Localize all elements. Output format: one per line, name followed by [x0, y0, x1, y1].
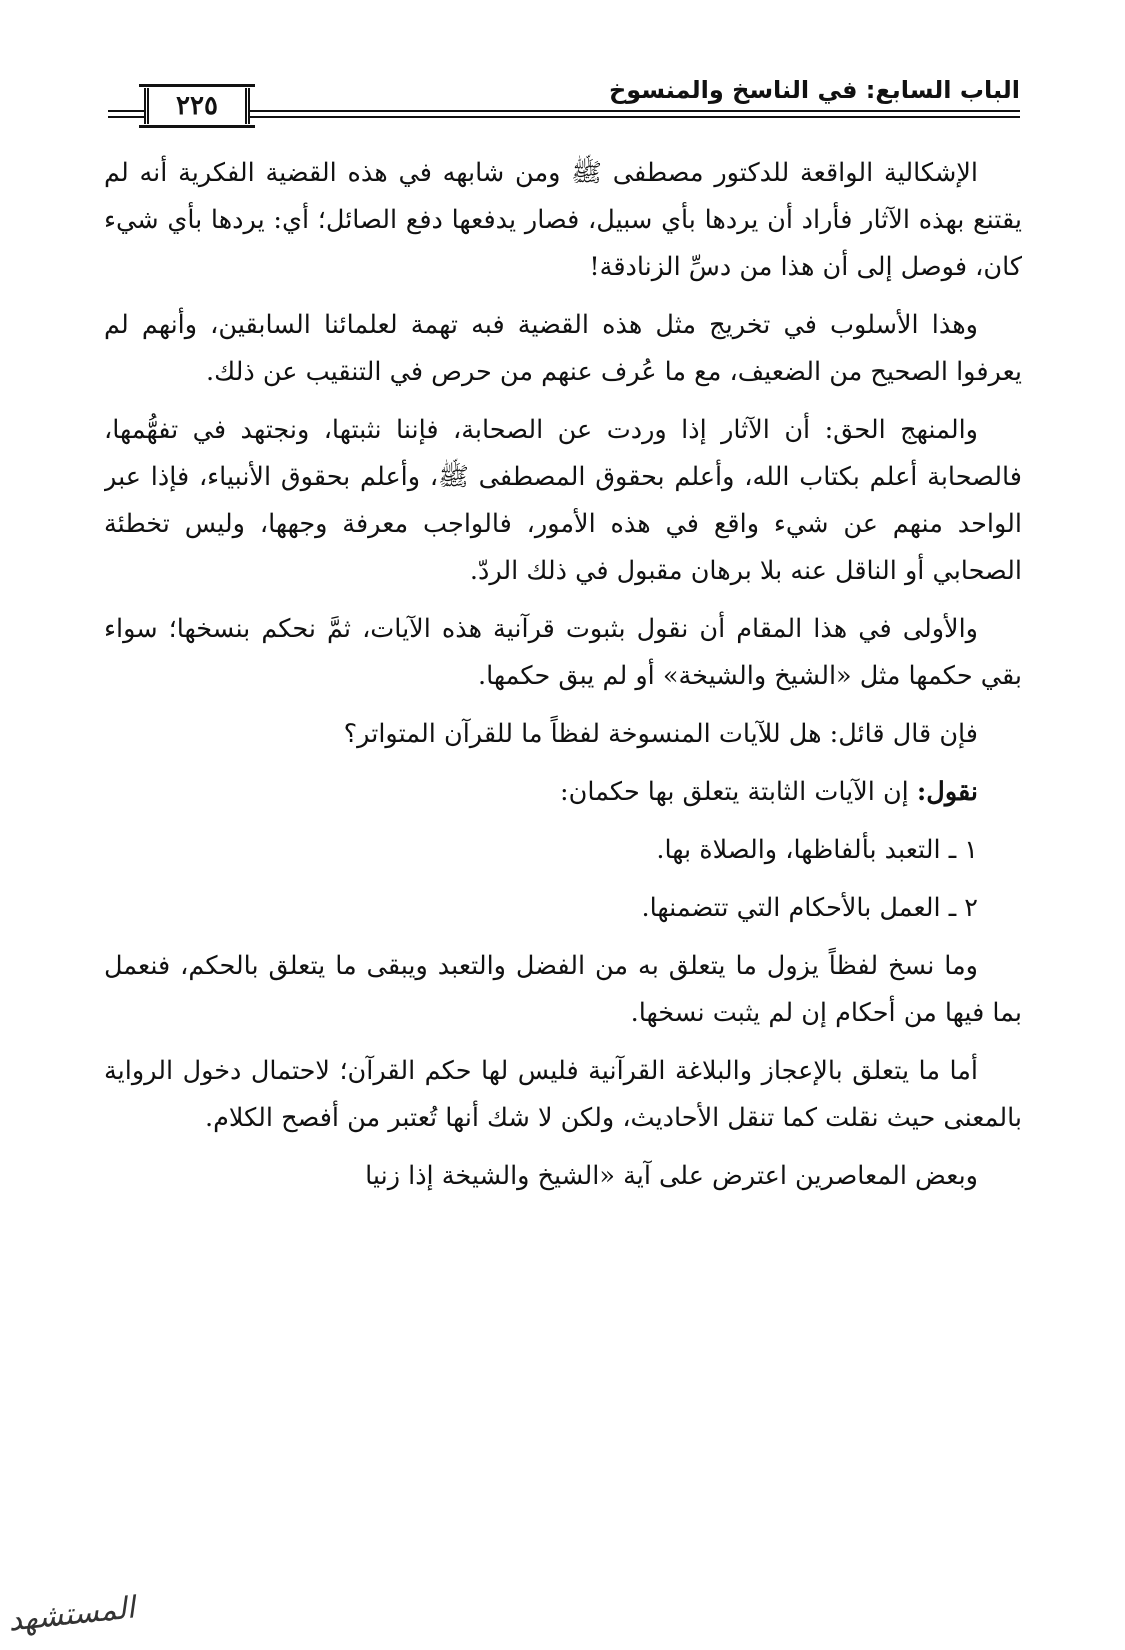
- paragraph: أما ما يتعلق بالإعجاز والبلاغة القرآنية فليس لها حكم القرآن؛ لاحتمال دخول الرواية بالمعنى حيث نقلت كما تنقل الأحاديث، ولكن لا شك أنها تُعتبر من أفصح الكلام.: [104, 1056, 1022, 1133]
- paragraph: الإشكالية الواقعة للدكتور مصطفى ﷺ ومن شابهه في هذه القضية الفكرية أنه لم يقتنع بهذه الآثار فأراد أن يردها بأي سبيل، فصار يدفعها دفع الصائل؛ أي: يردها بأي شيء كان، فوصل إلى أن هذا من دسِّ الزنادقة!: [104, 158, 1022, 282]
- question-paragraph: فإن قال قائل: هل للآيات المنسوخة لفظاً ما للقرآن المتواتر؟: [343, 719, 978, 749]
- list-item: ١ ـ التعبد بألفاظها، والصلاة بها.: [656, 835, 978, 865]
- paragraph: وهذا الأسلوب في تخريج مثل هذه القضية فبه تهمة لعلمائنا السابقين، وأنهم لم يعرفوا الصحيح من الضعيف، مع ما عُرف عنهم من حرص في التنقيب عن ذلك.: [104, 310, 1022, 387]
- list-item: ٢ ـ العمل بالأحكام التي تتضمنها.: [641, 893, 978, 923]
- paragraph: وبعض المعاصرين اعترض على آية «الشيخ والشيخة إذا زنيا: [365, 1161, 978, 1191]
- page-body: [104, 150, 1022, 1520]
- paragraph: والمنهج الحق: أن الآثار إذا وردت عن الصحابة، فإننا نثبتها، ونجتهد في تفهُّمها، فالصحابة أعلم بكتاب الله، وأعلم بحقوق المصطفى ﷺ، وأعلم بحقوق الأنبياء، فإذا عبر الواحد منهم عن شيء واقع في هذه الأمور، فالواجب معرفة وجهها، وليس تخطئة الصحابي أو الناقل عنه بلا برهان مقبول في ذلك الردّ.: [104, 415, 1022, 586]
- answer-text: إن الآيات الثابتة يتعلق بها حكمان:: [560, 777, 909, 807]
- page-number: ٢٢٥: [144, 88, 250, 124]
- page-header: [108, 70, 1020, 130]
- answer-lead: نقول:: [916, 777, 978, 807]
- paragraph: والأولى في هذا المقام أن نقول بثبوت قرآنية هذه الآيات، ثمَّ نحكم بنسخها؛ سواء بقي حكمها مثل «الشيخ والشيخة» أو لم يبق حكمها.: [104, 614, 1022, 691]
- watermark-logo: المستشهد: [6, 1590, 137, 1639]
- chapter-title: الباب السابع: في الناسخ والمنسوخ: [608, 76, 1020, 104]
- paragraph: وما نسخ لفظاً يزول ما يتعلق به من الفضل والتعبد ويبقى ما يتعلق بالحكم، فنعمل بما فيها من أحكام إن لم يثبت نسخها.: [104, 951, 1022, 1028]
- answer-paragraph: [104, 769, 1022, 816]
